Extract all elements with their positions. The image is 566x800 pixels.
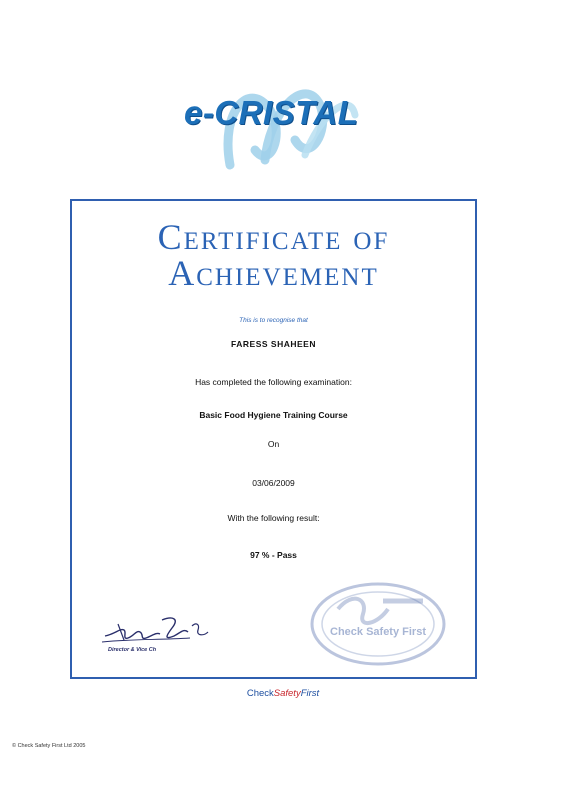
e-cristal-logo bbox=[150, 70, 400, 180]
stamp-icon bbox=[308, 579, 448, 669]
on-text: On bbox=[267, 439, 280, 449]
recipient-name: FARESS SHAHEEN bbox=[231, 339, 316, 349]
stamp-text: Check Safety First bbox=[330, 626, 426, 638]
copyright-text: © Check Safety First Ltd 2005 bbox=[12, 743, 86, 749]
brand-check: Check bbox=[246, 688, 274, 699]
certificate-title-line2: Achievement bbox=[168, 253, 379, 293]
signature-caption: Director & Vice Ch bbox=[108, 647, 157, 653]
result-label: With the following result: bbox=[227, 513, 320, 523]
completed-text: Has completed the following examination: bbox=[195, 377, 352, 387]
brand-first: First bbox=[300, 688, 320, 699]
certificate-title-line1: Certificate of bbox=[157, 217, 390, 257]
exam-result: 97 % - Pass bbox=[250, 550, 297, 560]
check-safety-first-brand bbox=[0, 688, 566, 699]
logo-text: e-CRISTAL bbox=[184, 94, 359, 131]
recognise-text: This is to recognise that bbox=[239, 317, 308, 324]
brand-safety: Safety bbox=[273, 688, 301, 699]
certificate-frame bbox=[70, 199, 477, 679]
exam-date: 03/06/2009 bbox=[252, 478, 295, 488]
course-name: Basic Food Hygiene Training Course bbox=[199, 410, 348, 420]
